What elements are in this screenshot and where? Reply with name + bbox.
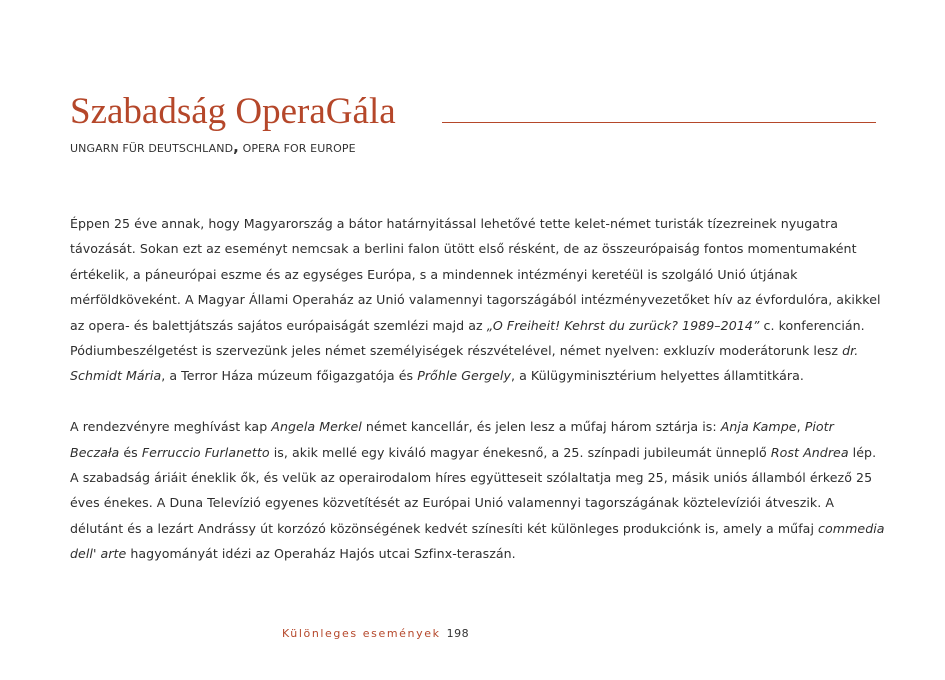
page-footer — [282, 627, 469, 640]
person-name: dr. Schmidt Mária — [70, 343, 859, 384]
text-run: A rendezvényre meghívást kap — [70, 419, 272, 435]
text-run: hagyományát idézi az Operaház Hajós utcai Szfinx-teraszán. — [126, 546, 516, 562]
text-run: , — [796, 419, 805, 435]
text-run: , a Külügyminisztérium helyettes államtitkára. — [510, 368, 804, 384]
paragraph-2 — [70, 414, 885, 566]
person-name: Prőhle Gergely — [417, 368, 511, 384]
genre-name: commedia dell' arte — [70, 520, 885, 562]
person-name: Piotr Beczała — [70, 419, 834, 460]
subtitle-comma: , — [233, 138, 239, 156]
text-run: c. konferencián. Pódiumbeszélgetést is szervezünk jeles német személyiségek részvételével, német nyelven: exkluzív moderátorunk lesz — [70, 317, 865, 359]
conference-title: „O Freiheit! Kehrst du zurück? 1989–2014” — [486, 317, 760, 333]
subtitle — [70, 138, 356, 156]
text-run: Éppen 25 éve annak, hogy Magyarország a bátor határnyitással lehetővé tette kelet-német turisták tízezreinek nyugatra távozását. Sokan ezt az eseményt nemcsak a berlini falon ütött első résként, de az összeurópaiság fontos momentumaként értékelik, a páneurópai eszme és az egységes Európa, s a mindennek intézményi keretéül is szolgáló Unió útjának mérföldköveként. A Magyar Állami Operaház az Unió valamennyi tagországából intézményvezetőket hív az évfordulóra, akikkel az opera- és balettjátszás sajátos európaiságát szemlézi majd az — [70, 216, 881, 333]
body-text — [70, 211, 885, 567]
text-run: is, akik mellé egy kiváló magyar énekesnő, a 25. színpadi jubileumát ünneplő — [269, 444, 771, 460]
person-name: Ferruccio Furlanetto — [141, 444, 270, 460]
text-run: , a Terror Háza múzeum főigazgatója és — [161, 368, 418, 384]
person-name: Angela Merkel — [271, 419, 362, 435]
person-name: Anja Kampe — [720, 419, 797, 435]
title-row — [70, 90, 876, 136]
subtitle-part-2: OPERA FOR EUROPE — [238, 142, 356, 155]
text-run: német kancellár, és jelen lesz a műfaj három sztárja is: — [361, 419, 721, 435]
title-rule — [442, 122, 876, 123]
text-run: és — [119, 444, 142, 460]
paragraph-1 — [70, 211, 885, 389]
person-name: Rost Andrea — [770, 444, 849, 460]
page-title: Szabadság OperaGála — [70, 91, 396, 132]
subtitle-part-1: UNGARN FÜR DEUTSCHLAND — [70, 142, 234, 155]
page-number: 198 — [446, 627, 470, 640]
footer-section-title: Különleges események — [282, 627, 441, 640]
text-run: lép. A szabadság áriáit éneklik ők, és velük az operairodalom híres együtteseit szólaltatja meg 25, másik uniós államból érkező 25 éves énekes. A Duna Televízió egyenes közvetítését az Európai Unió valamennyi tagországának köztelevíziói átveszik. A délutánt és a lezárt Andrássy út korzózó közönségének kedvét színesíti két különleges produkciónk is, amely a műfaj — [70, 444, 877, 536]
